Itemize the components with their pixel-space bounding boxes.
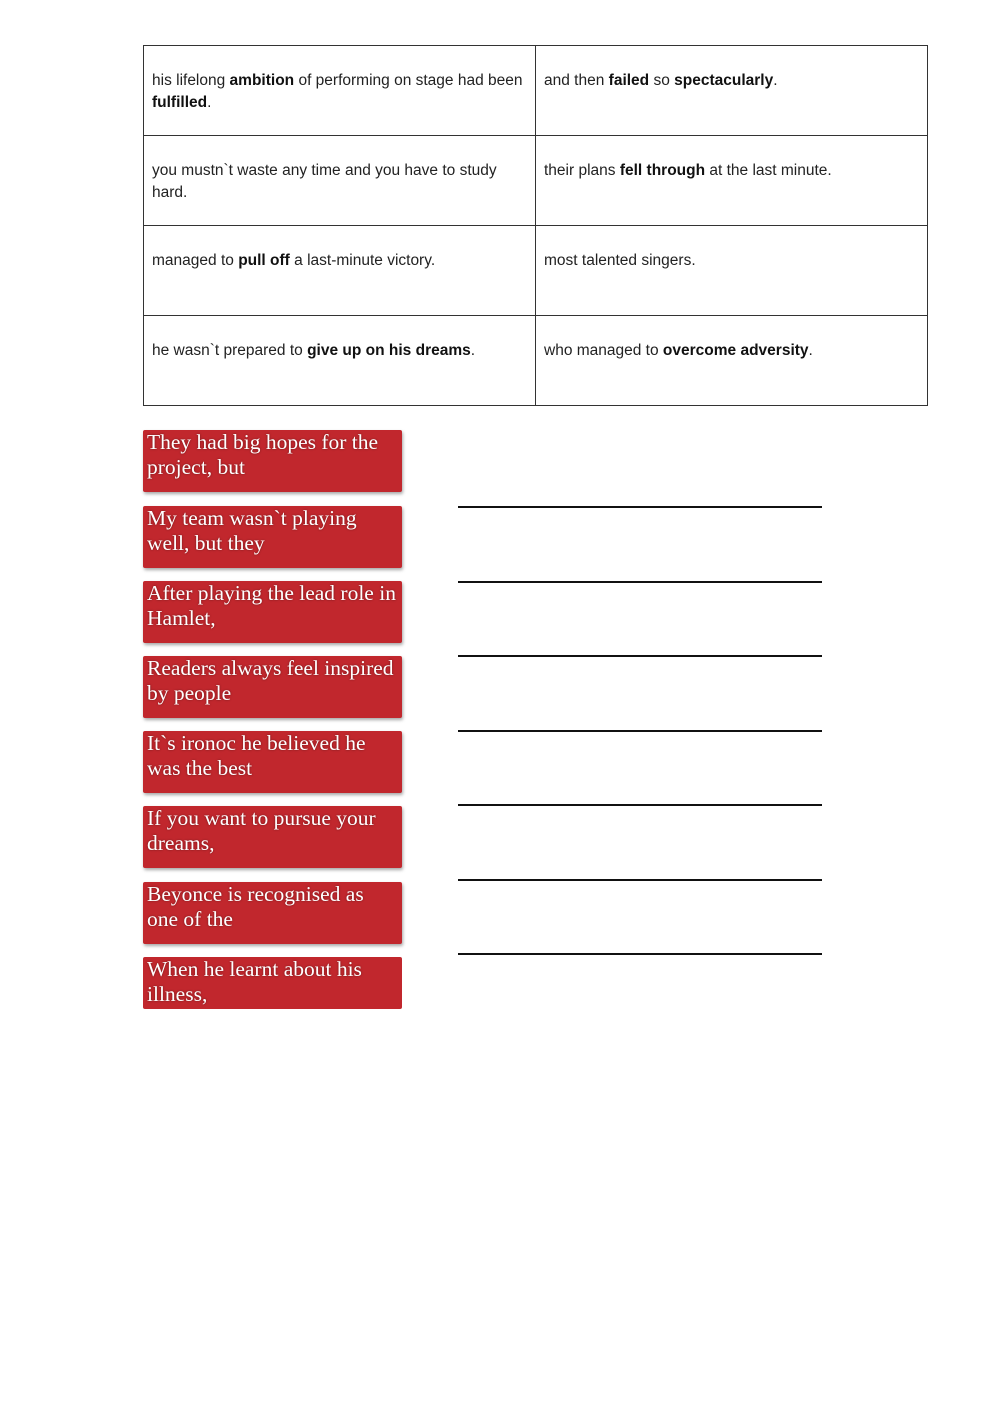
sentence-card[interactable]: They had big hopes for the project, but bbox=[143, 430, 402, 492]
key-phrase: fulfilled bbox=[152, 94, 208, 111]
ending-cell[interactable] bbox=[536, 226, 928, 316]
sentence-text: managed to bbox=[152, 252, 239, 269]
sentence-card[interactable]: When he learnt about his illness, bbox=[143, 957, 402, 1009]
answer-drop-line[interactable] bbox=[458, 953, 822, 955]
table-row bbox=[144, 226, 928, 316]
sentence-card[interactable]: Readers always feel inspired by people bbox=[143, 656, 402, 718]
answer-drop-line[interactable] bbox=[458, 506, 822, 508]
ending-cell[interactable] bbox=[144, 226, 536, 316]
sentence-text: . bbox=[808, 342, 813, 359]
sentence-text: . bbox=[470, 342, 476, 359]
sentence-card[interactable]: After playing the lead role in Hamlet, bbox=[143, 581, 402, 643]
sentence-text: . bbox=[773, 72, 778, 89]
answer-drop-line[interactable] bbox=[458, 804, 822, 806]
sentence-text: their plans bbox=[544, 162, 620, 179]
answer-drop-line[interactable] bbox=[458, 655, 822, 657]
sentence-text: who managed to bbox=[544, 342, 663, 359]
key-phrase: spectacularly bbox=[674, 72, 774, 89]
table-row bbox=[144, 136, 928, 226]
sentence-card[interactable]: If you want to pursue your dreams, bbox=[143, 806, 402, 868]
sentence-text: you mustn`t waste any time and you have to study hard. bbox=[152, 162, 497, 201]
sentence-text: he wasn`t prepared to bbox=[152, 342, 308, 359]
key-phrase: fell through bbox=[619, 162, 706, 179]
answer-drop-line[interactable] bbox=[458, 581, 822, 583]
sentence-text: most talented singers. bbox=[544, 252, 696, 269]
answer-drop-line[interactable] bbox=[458, 879, 822, 881]
sentence-card[interactable]: Beyonce is recognised as one of the bbox=[143, 882, 402, 944]
endings-table bbox=[143, 45, 928, 406]
sentence-text: . bbox=[207, 94, 212, 111]
sentence-text: and then bbox=[544, 72, 609, 89]
sentence-text: of performing on stage had been bbox=[294, 72, 523, 89]
sentence-card[interactable]: My team wasn`t playing well, but they bbox=[143, 506, 402, 568]
answer-drop-line[interactable] bbox=[458, 730, 822, 732]
key-phrase: give up on his dreams bbox=[307, 342, 471, 359]
sentence-text: at the last minute. bbox=[705, 162, 832, 179]
table-row bbox=[144, 46, 928, 136]
key-phrase: overcome adversity bbox=[662, 342, 809, 359]
ending-cell[interactable] bbox=[144, 46, 536, 136]
key-phrase: ambition bbox=[229, 72, 295, 89]
sentence-card[interactable]: It`s ironoc he believed he was the best bbox=[143, 731, 402, 793]
ending-cell[interactable] bbox=[536, 136, 928, 226]
sentence-text: so bbox=[649, 72, 675, 89]
key-phrase: failed bbox=[608, 72, 650, 89]
sentence-text: a last-minute victory. bbox=[289, 252, 436, 269]
ending-cell[interactable] bbox=[144, 316, 536, 406]
ending-cell[interactable] bbox=[536, 316, 928, 406]
key-phrase: pull off bbox=[238, 252, 290, 269]
table-row bbox=[144, 316, 928, 406]
sentence-text: his lifelong bbox=[152, 72, 230, 89]
ending-cell[interactable] bbox=[144, 136, 536, 226]
ending-cell[interactable] bbox=[536, 46, 928, 136]
